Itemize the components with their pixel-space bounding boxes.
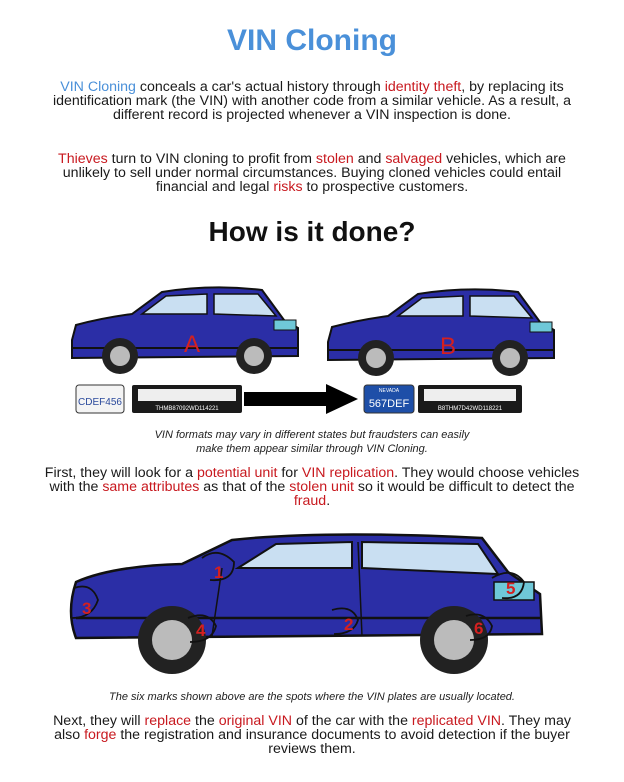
caption-six-marks: The six marks shown above are the spots where the VIN plates are usually located.	[109, 691, 515, 703]
car-b-illustration	[318, 282, 558, 382]
text: as that of the	[199, 479, 290, 495]
text: of the car with the	[292, 713, 412, 729]
text: . They would choose vehicles with the	[49, 465, 580, 495]
page-title: VIN Cloning	[227, 24, 397, 57]
car-a-label: A	[183, 331, 201, 358]
text: turn to VIN cloning to profit from	[107, 151, 316, 167]
arrow-icon	[244, 384, 358, 414]
caption-vin-formats: VIN formats may vary in different states but fraudsters can easily make them appear similar through VIN Cloning.	[154, 429, 470, 455]
text: , by replacing its identification mark (the VIN) with another code from a similar vehicle. As a result, a different record is projected whenever a VIN inspection is done.	[52, 79, 572, 123]
term-vin-replication: VIN replication	[301, 465, 395, 481]
large-car-illustration	[62, 522, 552, 682]
mark-6: 6	[474, 619, 484, 638]
term-forge: forge	[84, 727, 117, 743]
text: First, they will look for a	[44, 465, 197, 481]
text: vehicles, which are unlikely to sell under normal circumstances. Buying cloned vehicles could entail financial and legal	[62, 151, 566, 195]
car-a-illustration	[62, 280, 302, 380]
paragraph-4	[40, 714, 584, 756]
text: . They may also	[54, 713, 571, 743]
term-salvaged: salvaged	[385, 151, 443, 167]
term-risks: risks	[273, 179, 303, 195]
text: the registration and insurance documents to avoid detection if the buyer reviews them.	[116, 727, 570, 757]
intro-paragraph-1	[40, 80, 584, 122]
term-vin-cloning: VIN Cloning	[60, 79, 136, 95]
barcode-a-icon	[138, 389, 236, 401]
mark-5: 5	[506, 579, 516, 598]
term-replace: replace	[144, 713, 192, 729]
mark-1: 1	[214, 563, 224, 582]
term-fraud: fraud	[293, 493, 327, 509]
section-heading: How is it done?	[208, 216, 416, 247]
term-stolen-unit: stolen unit	[289, 479, 354, 495]
car-b-label: B	[439, 333, 457, 360]
license-plate-b: 567DEF	[368, 398, 410, 410]
mark-4: 4	[196, 621, 206, 640]
mark-3: 3	[82, 599, 92, 618]
term-original-vin: original VIN	[218, 713, 293, 729]
plates-row	[74, 382, 544, 416]
term-same-attributes: same attributes	[102, 479, 200, 495]
paragraph-3	[40, 466, 584, 508]
term-stolen: stolen	[315, 151, 354, 167]
term-thieves: Thieves	[58, 151, 108, 167]
text: to prospective customers.	[302, 179, 469, 195]
text: Next, they will	[53, 713, 145, 729]
text: .	[326, 493, 331, 509]
barcode-b-icon	[424, 389, 516, 401]
vin-code-b: B8THM7D42WD118221	[437, 406, 503, 412]
intro-paragraph-2	[40, 152, 584, 194]
license-plate-a: CDEF456	[78, 397, 122, 408]
term-potential-unit: potential unit	[196, 465, 278, 481]
vin-code-a: THMB87092WD114221	[155, 406, 219, 412]
plate-state: NEVADA	[378, 388, 400, 394]
mark-2: 2	[344, 615, 354, 634]
text: so it would be difficult to detect the	[353, 479, 575, 495]
term-identity-theft: identity theft	[384, 79, 462, 95]
text: conceals a car's actual history through	[135, 79, 385, 95]
text: for	[277, 465, 302, 481]
term-replicated-vin: replicated VIN	[411, 713, 502, 729]
text: the	[191, 713, 219, 729]
text: and	[353, 151, 386, 167]
